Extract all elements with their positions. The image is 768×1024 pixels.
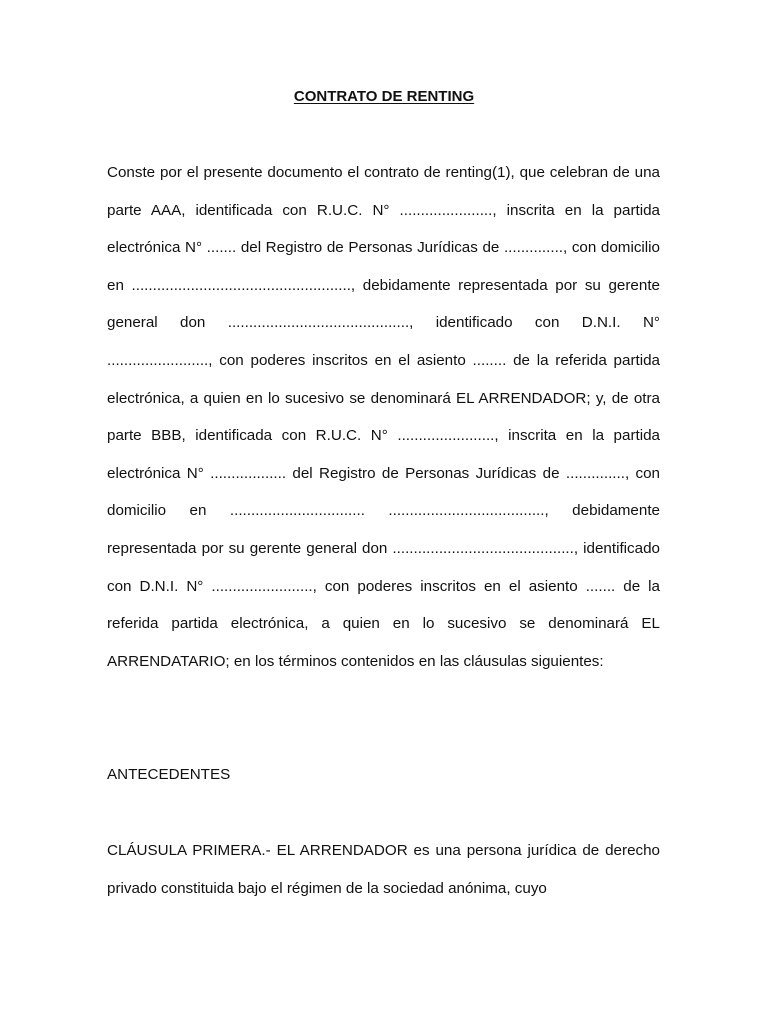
section-heading-antecedentes: ANTECEDENTES [107, 766, 231, 783]
document-title: CONTRATO DE RENTING [293, 88, 475, 105]
intro-paragraph: Conste por el presente documento el contrato de renting(1), que celebran de una parte AAA, identificada con R.U.C. N° ......................, inscrita en la partida electrónica N° ....... del Registro de Personas Jurídicas de .............., con domicilio en ...................................................., debidamente representada por su gerente general don ..........................................., identificado con D.N.I. N° ........................, con poderes inscritos en el asiento ........ de la referida partida electrónica, a quien en lo sucesivo se denominará EL ARRENDADOR; y, de otra parte BBB, identificada con R.U.C. N° ......................., inscrita en la partida electrónica N° .................. del Registro de Personas Jurídicas de .............., con domicilio en ................................ ....................................., debidamente representada por su gerente general don ..........................................., identificado con D.N.I. N° ........................, con poderes inscritos en el asiento ....... de la referida partida electrónica, a quien en lo sucesivo se denominará EL ARRENDATARIO; en los términos contenidos en las cláusulas siguientes: [107, 164, 660, 670]
clause-primera-paragraph: CLÁUSULA PRIMERA.- EL ARRENDADOR es una persona jurídica de derecho privado constituida bajo el régimen de la sociedad anónima, cuyo [107, 842, 660, 897]
